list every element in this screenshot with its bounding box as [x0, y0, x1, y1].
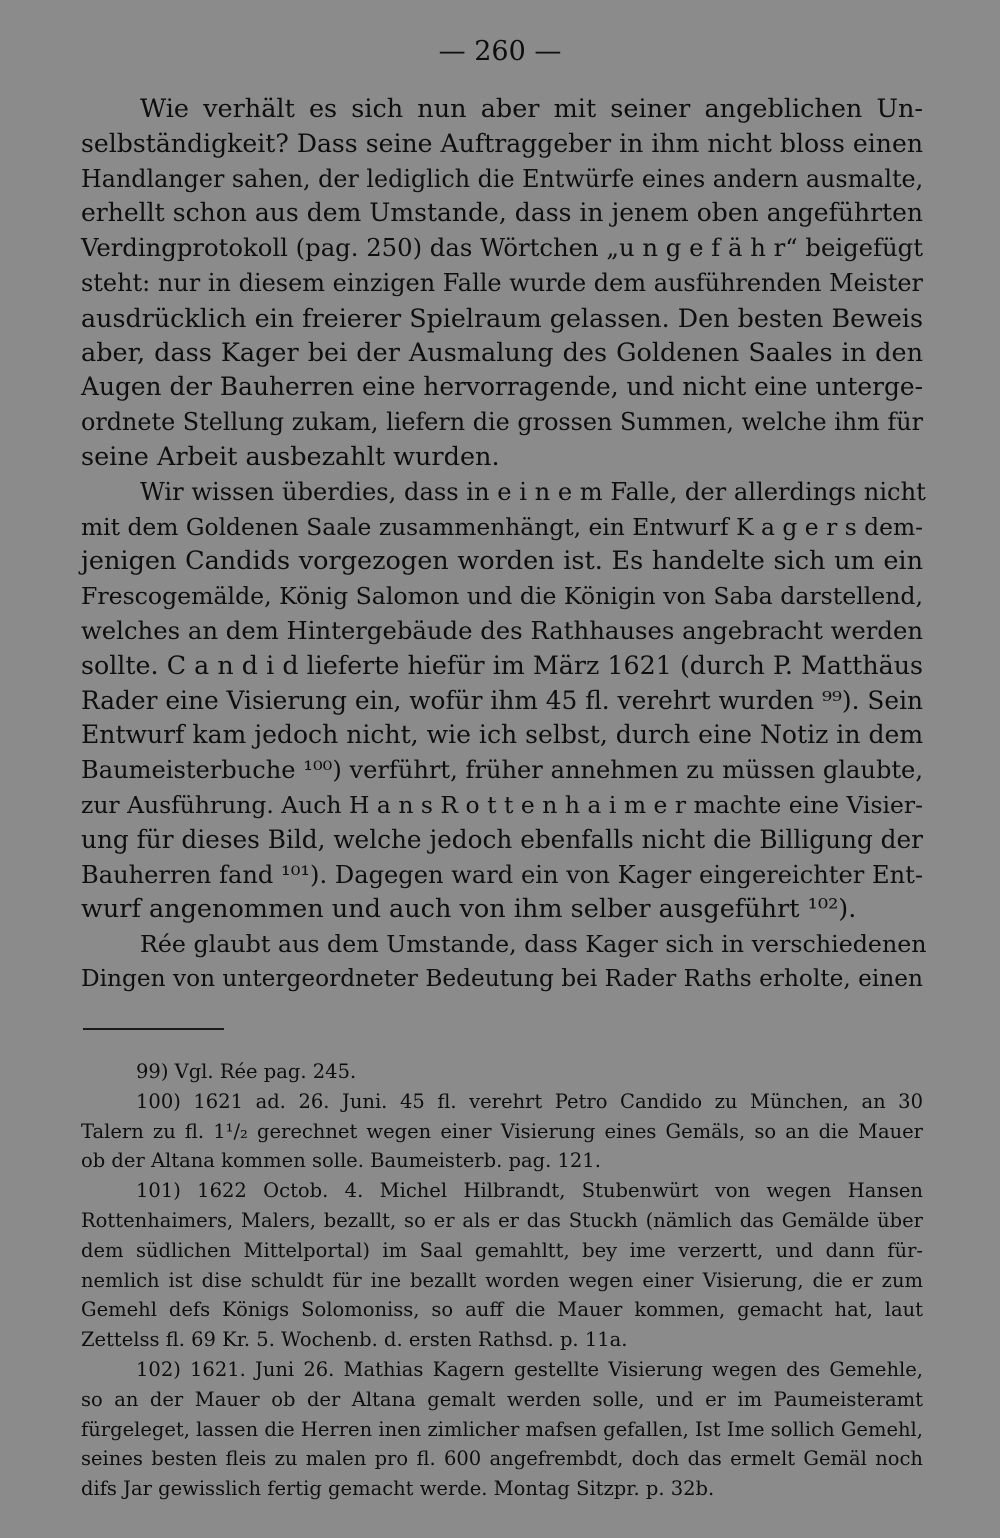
page-number: — 260 —	[438, 36, 562, 67]
footnote-line: 99) Vgl. Rée pag. 245.	[136, 1060, 357, 1083]
text-line: Rader eine Visierung ein, wofür ihm 45 fl. verehrt wurden ⁹⁹). Sein	[81, 685, 923, 715]
footnote-line: ob der Altana kommen solle. Baumeisterb. pag. 121.	[81, 1149, 601, 1173]
text-line: mit dem Goldenen Saale zusammenhängt, ein Entwurf K a g e r s dem-	[81, 512, 923, 541]
footnote-line: Talern zu fl. 1¹/₂ gerechnet wegen einer Visierung eines Gemäls, so an die Mauer	[81, 1119, 923, 1143]
text-line: Rée glaubt aus dem Umstande, dass Kager sich in verschiedenen	[140, 930, 927, 959]
text-line: welches an dem Hintergebäude des Rathhauses angebracht werden	[81, 615, 923, 645]
text-line: Dingen von untergeordneter Bedeutung bei Rader Raths erholte, einen	[81, 964, 923, 992]
main-text	[81, 92, 927, 997]
text-line: Bauherren fand ¹⁰¹). Dagegen ward ein von Kager eingereichter Ent-	[81, 860, 923, 889]
text-line: Entwurf kam jedoch nicht, wie ich selbst, durch eine Notiz in dem	[81, 720, 924, 750]
text-line: Wie verhält es sich nun aber mit seiner angeblichen Un-	[140, 94, 923, 124]
text-line: wurf angenommen und auch von ihm selber ausgeführt ¹⁰²).	[81, 894, 857, 925]
text-line: ung für dieses Bild, welche jedoch ebenfalls nicht die Billigung der	[81, 824, 923, 854]
footnote-line: difs Jar gewisslich fertig gemacht werde. Montag Sitzpr. p. 32b.	[81, 1477, 715, 1501]
footnote-line: nemlich ist dise schuldt für ine bezallt worden wegen einer Visierung, die er zum	[81, 1268, 923, 1292]
footnote-line: 100) 1621 ad. 26. Juni. 45 fl. verehrt Petro Candido zu München, an 30	[136, 1089, 923, 1113]
text-line: Baumeisterbuche ¹⁰⁰) verführt, früher annehmen zu müssen glaubte,	[81, 756, 923, 785]
footnote-line: Gemehl defs Königs Solomoniss, so auff die Mauer kommen, gemacht hat, laut	[81, 1298, 923, 1322]
text-line: ausdrücklich ein freierer Spielraum gelassen. Den besten Beweis	[81, 302, 923, 333]
text-line: aber, dass Kager bei der Ausmalung des Goldenen Saales in den	[81, 337, 923, 368]
text-line: selbständigkeit? Dass seine Auftraggeber in ihm nicht bloss einen	[81, 128, 923, 158]
text-line: Handlanger sahen, der lediglich die Entwürfe eines andern ausmalte,	[81, 164, 924, 193]
footnote-line: fürgeleget, lassen die Herren inen zimlicher mafsen gefallen, Ist Ime sollich Gemehl,	[81, 1417, 923, 1441]
footnote-line: 102) 1621. Juni 26. Mathias Kagern gestellte Visierung wegen des Gemehle,	[136, 1357, 923, 1381]
text-line: ordnete Stellung zukam, liefern die grossen Summen, welche ihm für	[81, 408, 923, 437]
text-line: Frescogemälde, König Salomon und die Königin von Saba darstellend,	[81, 582, 923, 611]
footnote-separator	[83, 1028, 224, 1030]
footnote-line: dem südlichen Mittelportal) im Saal gemahltt, bey ime verzertt, und dann für-	[81, 1238, 923, 1262]
text-line: Verdingprotokoll (pag. 250) das Wörtchen „u n g e f ä h r“ beigefügt	[81, 233, 923, 263]
footnotes	[81, 1057, 923, 1504]
text-line: seine Arbeit ausbezahlt wurden.	[81, 441, 500, 472]
text-line: sollte. C a n d i d lieferte hiefür im März 1621 (durch P. Matthäus	[81, 650, 923, 680]
text-line: Wir wissen überdies, dass in e i n e m Falle, der allerdings nicht	[140, 477, 926, 506]
footnote-line: so an der Mauer ob der Altana gemalt werden solle, und er im Paumeisteramt	[81, 1387, 923, 1411]
text-line: zur Ausführung. Auch H a n s R o t t e n h a i m e r machte eine Visier-	[81, 790, 923, 819]
footnote-line: 101) 1622 Octob. 4. Michel Hilbrandt, Stubenwürt von wegen Hansen	[136, 1179, 923, 1203]
footnote-line: Zettelss fl. 69 Kr. 5. Wochenb. d. ersten Rathsd. p. 11a.	[81, 1328, 628, 1352]
footnote-line: Rottenhaimers, Malers, bezallt, so er als er das Stuckh (nämlich das Gemälde über	[81, 1208, 923, 1232]
footnote-line: seines besten fleis zu malen pro fl. 600 angefrembdt, doch das ermelt Gemäl noch	[81, 1447, 923, 1471]
text-line: erhellt schon aus dem Umstande, dass in jenem oben angeführten	[81, 198, 923, 228]
text-line: steht: nur in diesem einzigen Falle wurde dem ausführenden Meister	[81, 268, 923, 297]
text-line: jenigen Candids vorgezogen worden ist. Es handelte sich um ein	[81, 546, 923, 577]
text-line: Augen der Bauherren eine hervorragende, und nicht eine unterge-	[81, 372, 923, 402]
